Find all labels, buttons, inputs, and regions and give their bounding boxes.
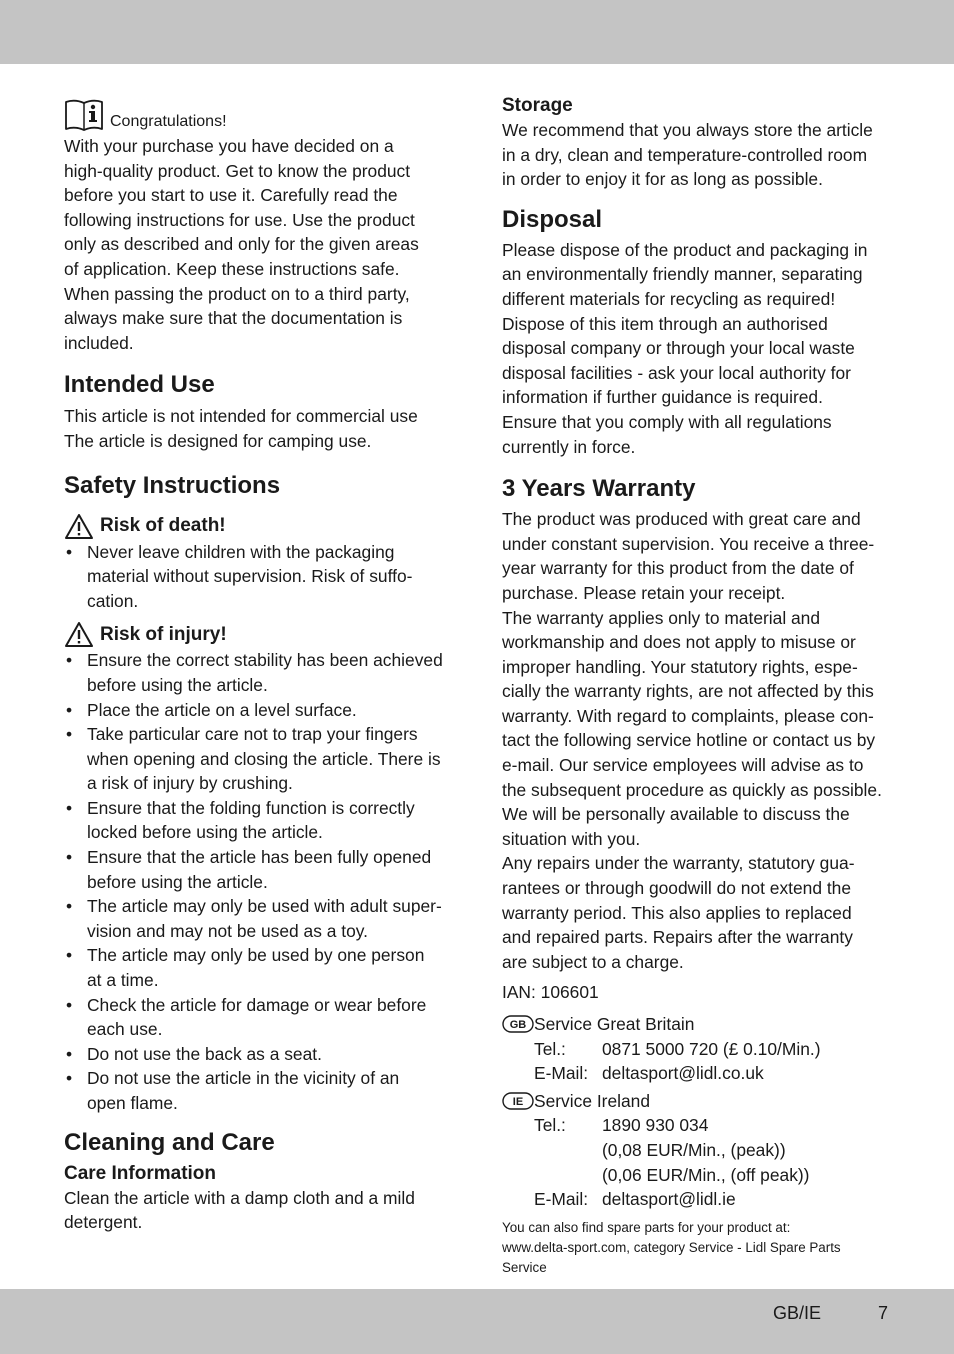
tel-number: 0871 5000 720 (£ 0.10/Min.)	[602, 1038, 821, 1059]
risk-of-death-heading	[64, 513, 456, 540]
intro-line: of application. Keep these instructions safe.	[64, 258, 400, 279]
intro-line: always make sure that the documentation is	[64, 308, 403, 329]
list-item	[64, 845, 456, 894]
disposal-heading: Disposal	[502, 205, 603, 233]
warranty-line: purchase. Please retain your receipt.	[502, 582, 786, 603]
intended-use-line: The article is designed for camping use.	[64, 430, 372, 451]
warranty-line: workmanship and does not apply to misuse or	[502, 632, 856, 653]
warranty-line: e-mail. Our service employees will advise as to	[502, 755, 864, 776]
disposal-line: Ensure that you comply with all regulations	[502, 411, 832, 432]
warranty-line: warranty period. This also applies to replaced	[502, 902, 852, 923]
risk-of-injury-heading	[64, 621, 456, 648]
service-gb	[502, 1012, 894, 1086]
disposal-line: currently in force.	[502, 436, 636, 457]
list-item-line: before using the article.	[87, 674, 268, 695]
tel-label: Tel.:	[534, 1115, 566, 1136]
cleaning-line: detergent.	[64, 1212, 143, 1233]
intro-heading	[64, 94, 456, 132]
disposal-body	[502, 238, 894, 459]
list-item-line: • Never leave children with the packaging	[87, 541, 395, 562]
warning-triangle-icon	[64, 621, 94, 648]
list-item	[64, 540, 456, 614]
left-column	[64, 94, 456, 1235]
warranty-body	[502, 507, 894, 974]
list-item-line: • Take particular care not to trap your fingers	[87, 724, 418, 745]
intro-line: high-quality product. Get to know the product	[64, 160, 411, 181]
list-item-line: • Ensure the correct stability has been achieved	[87, 650, 443, 671]
list-item	[64, 796, 456, 845]
list-item-line: at a time.	[87, 970, 159, 991]
email-label: E-Mail:	[534, 1063, 589, 1084]
list-item	[64, 648, 456, 697]
spare-parts-line: You can also find spare parts for your product at:	[502, 1219, 791, 1235]
warranty-line: the subsequent procedure as quickly as possible.	[502, 779, 882, 800]
service-ie	[502, 1089, 894, 1212]
intro-line: included.	[64, 332, 134, 353]
gb-country-badge-icon	[502, 1015, 534, 1033]
list-item-line: • Ensure that the folding function is correctly	[87, 797, 415, 818]
list-item-line: open flame.	[87, 1093, 178, 1113]
disposal-line: an environmentally friendly manner, separating	[502, 264, 863, 285]
cleaning-heading: Cleaning and Care	[64, 1128, 275, 1156]
intro-line: only as described and only for the given areas	[64, 234, 419, 255]
warranty-line: We will be personally available to discuss the	[502, 804, 850, 825]
list-item	[64, 894, 456, 943]
warranty-line: The product was produced with great care and	[502, 509, 861, 530]
email-address: deltasport@lidl.ie	[602, 1189, 736, 1210]
list-item	[64, 943, 456, 992]
footer-language: GB/IE	[773, 1303, 822, 1323]
storage-line: in a dry, clean and temperature-controlled room	[502, 144, 868, 165]
warranty-heading: 3 Years Warranty	[502, 475, 696, 503]
storage-line: We recommend that you always store the article	[502, 120, 873, 140]
risk-of-death-label: Risk of death!	[100, 515, 226, 537]
warranty-line: warranty. With regard to complaints, please con-	[502, 705, 874, 726]
list-item-line: material without supervision. Risk of suffo-	[87, 566, 413, 587]
page-number: 7	[878, 1303, 889, 1323]
list-item	[64, 993, 456, 1042]
disposal-line: Dispose of this item through an authorised	[502, 313, 828, 334]
warranty-line: Any repairs under the warranty, statutory gua-	[502, 853, 855, 874]
storage-line: in order to enjoy it for as long as possible.	[502, 169, 823, 190]
spare-parts-line: Service	[502, 1259, 547, 1275]
list-item-line: each use.	[87, 1019, 163, 1040]
intended-use-line: This article is not intended for commercial use	[64, 406, 418, 427]
intro-line: following instructions for use. Use the product	[64, 209, 415, 230]
disposal-line: information if further guidance is required.	[502, 387, 823, 408]
intro-line: With your purchase you have decided on a	[64, 136, 394, 156]
congrats-text: Congratulations!	[110, 113, 227, 130]
warranty-line: cially the warranty rights, are not affected by this	[502, 681, 874, 702]
list-item-line: • Do not use the article in the vicinity of an	[87, 1068, 400, 1089]
ian-number: IAN: 106601	[502, 982, 599, 1003]
list-item-line: • The article may only be used by one person	[87, 945, 425, 966]
list-item-line: locked before using the article.	[87, 822, 323, 843]
info-book-icon	[64, 98, 104, 132]
warranty-line: and repaired parts. Repairs after the warranty	[502, 927, 853, 948]
warranty-line: rantees or through goodwill do not extend the	[502, 878, 852, 899]
service-ie-title: Service Ireland	[534, 1090, 650, 1111]
list-item-line: • Check the article for damage or wear before	[87, 994, 427, 1015]
cleaning-body	[64, 1186, 456, 1235]
spare-parts-note	[502, 1218, 894, 1278]
warning-triangle-icon	[64, 513, 94, 540]
tel-rate: (0,06 EUR/Min., (off peak))	[602, 1164, 810, 1185]
list-item-line: cation.	[87, 590, 139, 611]
intro-body	[64, 134, 456, 355]
warranty-line: situation with you.	[502, 828, 641, 849]
storage-body	[502, 118, 894, 192]
list-item	[64, 1042, 456, 1067]
ie-badge-text: IE	[512, 1095, 524, 1108]
right-column	[502, 94, 894, 1278]
disposal-line: Please dispose of the product and packaging in	[502, 239, 868, 260]
list-item-line: vision and may not be used as a toy.	[87, 920, 368, 941]
list-item-line: • The article may only be used with adult super-	[87, 896, 442, 917]
disposal-line: disposal company or through your local waste	[502, 338, 855, 359]
list-item-line: before using the article.	[87, 871, 268, 892]
email-address: deltasport@lidl.co.uk	[602, 1063, 764, 1084]
list-item-line: when opening and closing the article. There is	[87, 748, 441, 769]
intro-line: When passing the product on to a third party,	[64, 283, 410, 304]
spare-parts-line: www.delta-sport.com, category Service - Lidl Spare Parts	[502, 1239, 841, 1255]
risk-of-injury-list	[64, 648, 456, 1115]
warranty-line: The warranty applies only to material and	[502, 607, 821, 628]
list-item-line: a risk of injury by crushing.	[87, 773, 293, 794]
header-bar	[0, 0, 954, 64]
safety-heading: Safety Instructions	[64, 471, 281, 499]
ie-country-badge-icon	[502, 1092, 534, 1110]
disposal-line: disposal facilities - ask your local authority for	[502, 362, 851, 383]
tel-label: Tel.:	[534, 1038, 566, 1059]
list-item	[64, 1066, 456, 1115]
tel-rate: (0,08 EUR/Min., (peak))	[602, 1139, 786, 1160]
warranty-line: tact the following service hotline or contact us by	[502, 730, 876, 751]
risk-of-death-list	[64, 540, 456, 614]
list-item	[64, 698, 456, 723]
risk-of-injury-label: Risk of injury!	[100, 623, 227, 645]
intended-use-heading: Intended Use	[64, 371, 215, 399]
disposal-line: different materials for recycling as required!	[502, 288, 836, 309]
list-item-line: • Ensure that the article has been fully opened	[87, 847, 432, 868]
list-item-line: • Place the article on a level surface.	[87, 699, 357, 720]
cleaning-line: Clean the article with a damp cloth and a mild	[64, 1187, 415, 1208]
list-item	[64, 722, 456, 796]
warranty-line: year warranty for this product from the date of	[502, 558, 854, 579]
service-gb-title: Service Great Britain	[534, 1014, 695, 1034]
intended-use-body	[64, 404, 456, 453]
gb-badge-text: GB	[509, 1019, 527, 1031]
tel-number: 1890 930 034	[602, 1115, 709, 1136]
warranty-line: are subject to a charge.	[502, 951, 684, 972]
care-information-heading: Care Information	[64, 1162, 217, 1184]
warranty-line: under constant supervision. You receive a three-	[502, 533, 875, 554]
warranty-line: improper handling. Your statutory rights, espe-	[502, 656, 858, 677]
email-label: E-Mail:	[534, 1189, 589, 1210]
storage-heading: Storage	[502, 95, 573, 116]
list-item-line: • Do not use the back as a seat.	[87, 1043, 322, 1064]
intro-line: before you start to use it. Carefully read the	[64, 185, 398, 206]
